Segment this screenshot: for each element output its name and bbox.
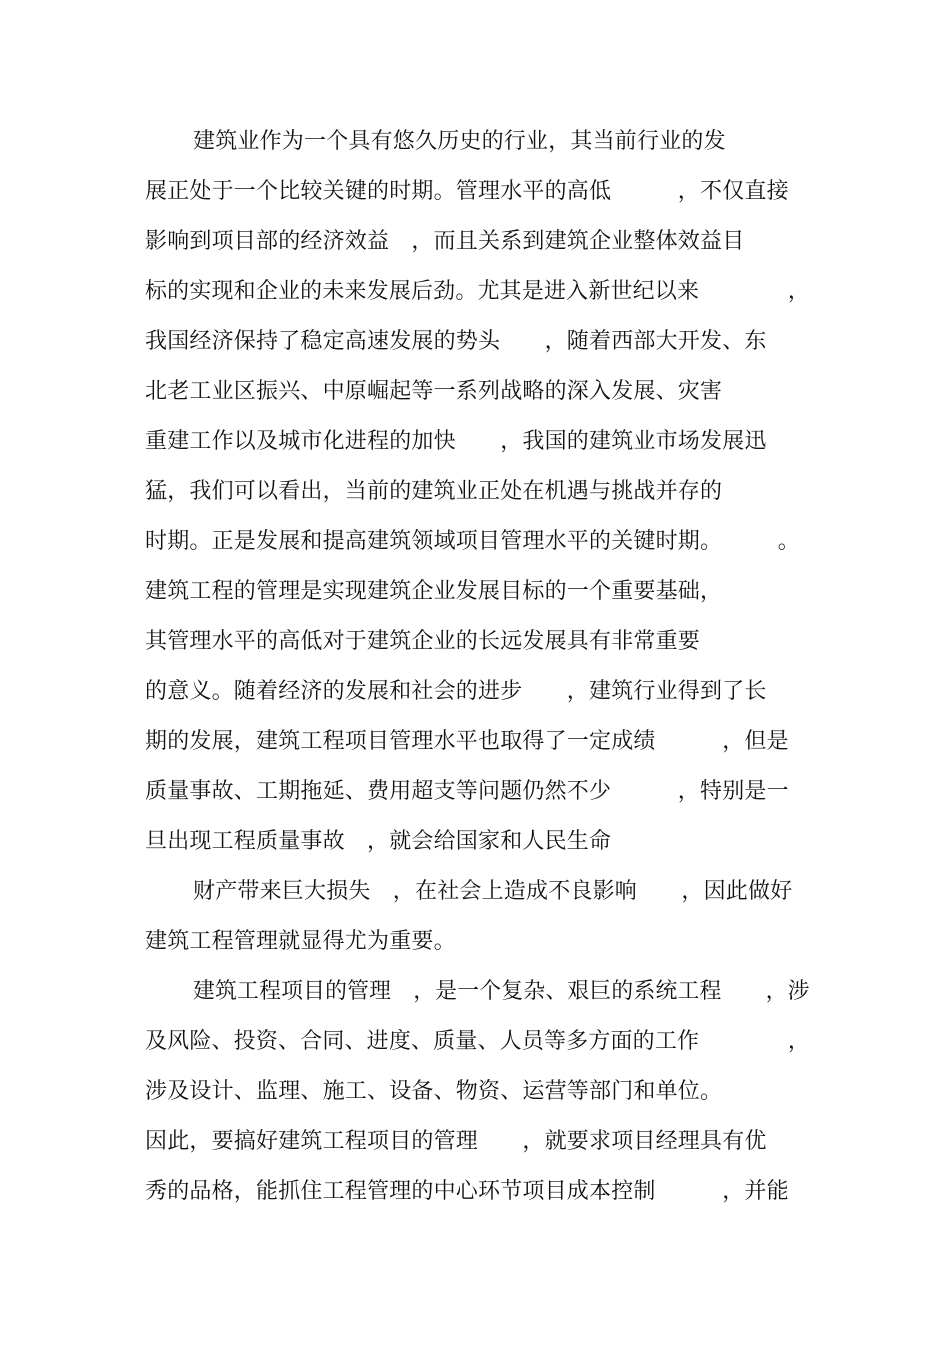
text-line: 展正处于一个比较关键的时期。管理水平的高低 ，不仅直接 bbox=[145, 179, 789, 204]
text-line: 北老工业区振兴、中原崛起等一系列战略的深入发展、灾害 bbox=[145, 379, 723, 404]
text-line: 财产带来巨大损失 ，在社会上造成不良影响 ，因此做好 bbox=[193, 879, 793, 904]
text-line: 建筑工程的管理是实现建筑企业发展目标的一个重要基础， bbox=[145, 579, 723, 604]
text-line: 期的发展，建筑工程项目管理水平也取得了一定成绩 ，但是 bbox=[145, 729, 789, 754]
text-line: 秀的品格，能抓住工程管理的中心环节项目成本控制 ，并能 bbox=[145, 1179, 789, 1204]
text-line: 建筑工程项目的管理 ，是一个复杂、艰巨的系统工程 ，涉 bbox=[193, 979, 810, 1004]
text-line: 质量事故、工期拖延、费用超支等问题仍然不少 ，特别是一 bbox=[145, 779, 789, 804]
text-line: 的意义。随着经济的发展和社会的进步 ，建筑行业得到了长 bbox=[145, 679, 767, 704]
text-line: 标的实现和企业的未来发展后劲。尤其是进入新世纪以来 ， bbox=[145, 279, 811, 304]
text-line: 建筑业作为一个具有悠久历史的行业，其当前行业的发 bbox=[193, 129, 726, 154]
text-line: 我国经济保持了稳定高速发展的势头 ，随着西部大开发、东 bbox=[145, 329, 767, 354]
text-line: 旦出现工程质量事故 ，就会给国家和人民生命 bbox=[145, 829, 612, 854]
text-line: 其管理水平的高低对于建筑企业的长远发展具有非常重要 bbox=[145, 629, 701, 654]
text-line: 时期。正是发展和提高建筑领域项目管理水平的关键时期。 。 bbox=[145, 529, 801, 554]
text-line: 重建工作以及城市化进程的加快 ，我国的建筑业市场发展迅 bbox=[145, 429, 767, 454]
text-line: 及风险、投资、合同、进度、质量、人员等多方面的工作 ， bbox=[145, 1029, 811, 1054]
text-line: 因此，要搞好建筑工程项目的管理 ，就要求项目经理具有优 bbox=[145, 1129, 767, 1154]
text-line: 涉及设计、监理、施工、设备、物资、运营等部门和单位。 bbox=[145, 1079, 723, 1104]
text-line: 影响到项目部的经济效益 ，而且关系到建筑企业整体效益目 bbox=[145, 229, 745, 254]
text-line: 猛，我们可以看出，当前的建筑业正处在机遇与挑战并存的 bbox=[145, 479, 723, 504]
text-line: 建筑工程管理就显得尤为重要。 bbox=[145, 929, 456, 954]
